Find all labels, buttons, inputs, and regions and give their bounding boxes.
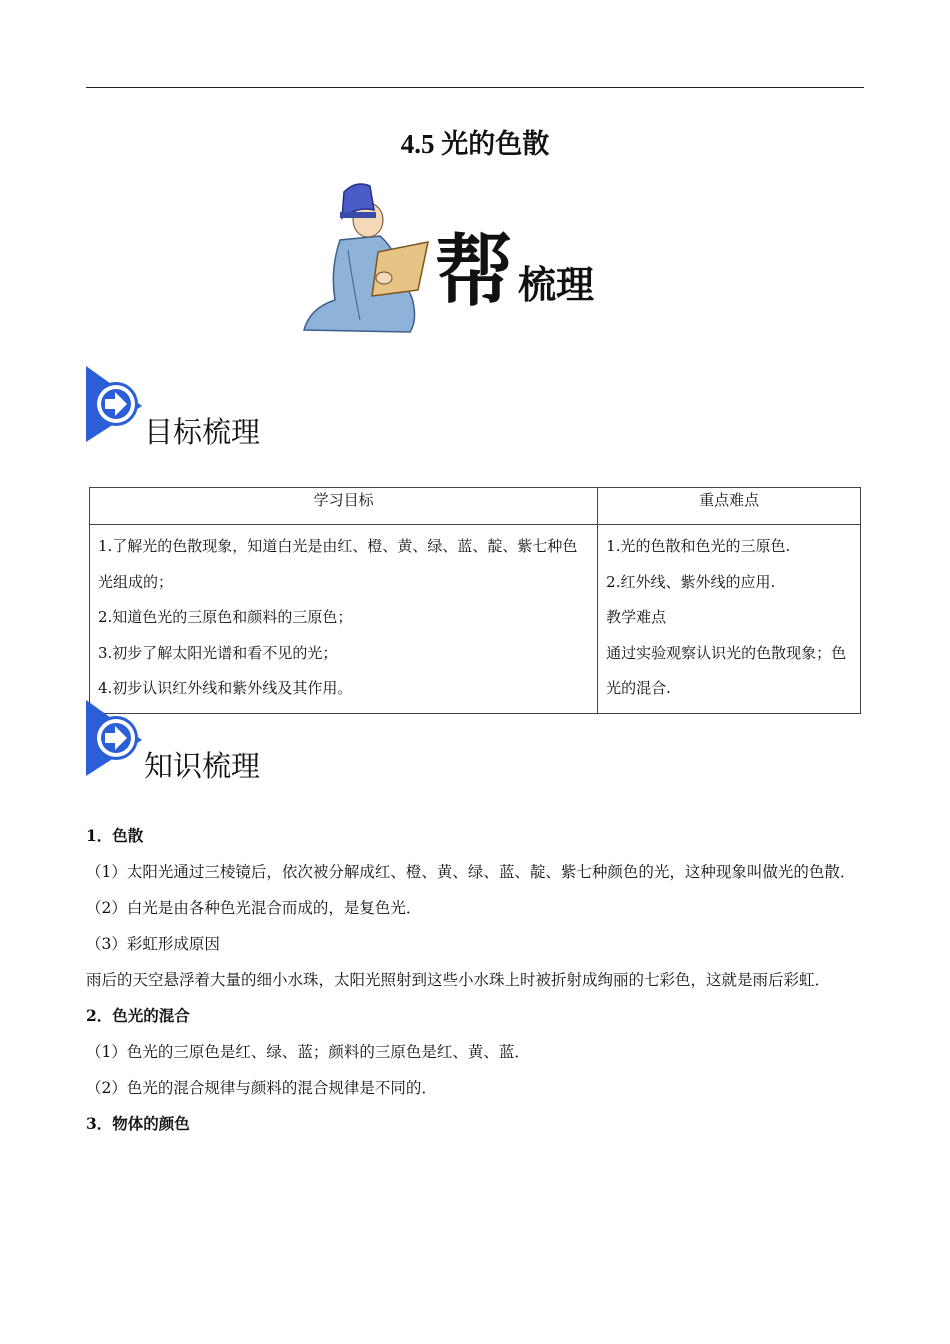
goals-table — [89, 487, 861, 714]
header-rule — [86, 87, 864, 88]
knowledge-heading: 2．色光的混合 — [86, 1006, 190, 1025]
knowledge-heading: 1．色散 — [86, 826, 144, 845]
section-goals-label: 目标梳理 — [144, 415, 261, 449]
goal-line: 4.初步认识红外线和紫外线及其作用。 — [98, 679, 353, 697]
knowledge-paragraph: （2）色光的混合规律与颜料的混合规律是不同的． — [86, 1079, 437, 1097]
table-header-row — [90, 488, 861, 525]
banner-small-text: 梳理 — [518, 262, 595, 307]
scholar-figure-icon — [304, 184, 428, 332]
knowledge-content — [86, 818, 864, 1142]
knowledge-paragraph: （1）太阳光通过三棱镜后，依次被分解成红、橙、黄、绿、蓝、靛、紫七种颜色的光，这种现象叫做光的色散． — [86, 863, 856, 881]
header-learning-goals: 学习目标 — [90, 488, 598, 525]
knowledge-heading: 3．物体的颜色 — [86, 1114, 190, 1133]
goal-line: 1.了解光的色散现象，知道白光是由红、橙、黄、绿、蓝、靛、紫七种色光组成的； — [98, 537, 578, 591]
goal-line: 3.初步了解太阳光谱和看不见的光； — [98, 643, 338, 662]
arrow-badge-icon — [86, 700, 146, 780]
section-knowledge-label: 知识梳理 — [144, 749, 261, 783]
table-row — [90, 525, 861, 714]
goal-line: 2.知道色光的三原色和颜料的三原色； — [98, 608, 353, 626]
knowledge-paragraph: （2）白光是由各种色光混合而成的，是复色光． — [86, 899, 422, 917]
key-points-cell — [598, 525, 861, 714]
key-point-line: 通过实验观察认识光的色散现象；色光的混合. — [606, 643, 847, 697]
knowledge-paragraph: （3）彩虹形成原因 — [86, 935, 220, 953]
section-knowledge-heading — [86, 700, 386, 783]
header-key-points: 重点难点 — [598, 488, 861, 525]
section-goals-heading — [86, 366, 386, 449]
knowledge-paragraph: （1）色光的三原色是红、绿、蓝；颜料的三原色是红、黄、蓝． — [86, 1043, 530, 1061]
learning-goals-cell — [90, 525, 598, 714]
arrow-badge-icon — [86, 366, 146, 446]
banner-illustration — [300, 180, 630, 338]
key-point-line: 2.红外线、紫外线的应用. — [606, 572, 776, 591]
key-point-line: 1.光的色散和色光的三原色. — [606, 537, 791, 555]
banner-big-char: 帮 — [435, 226, 514, 317]
knowledge-paragraph: 雨后的天空悬浮着大量的细小水珠，太阳光照射到这些小水珠上时被折射成绚丽的七彩色，这就是雨后彩虹． — [86, 971, 831, 989]
key-point-line: 教学难点 — [606, 608, 667, 626]
calligraphy-text — [435, 226, 594, 317]
page-title: 4.5 光的色散 — [400, 129, 550, 159]
